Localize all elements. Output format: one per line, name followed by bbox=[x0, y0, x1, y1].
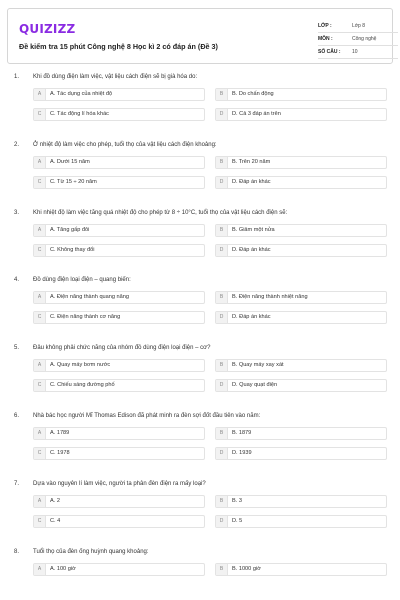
option-letter-badge: A bbox=[34, 157, 46, 168]
option-text: D. Cả 3 đáp án trên bbox=[232, 111, 281, 117]
question-text: Đâu không phải chức năng của nhóm đồ dùng điện loại điện – cơ? bbox=[33, 345, 211, 352]
question-text: Khi nhiệt độ làm việc tăng quá nhiệt độ cho phép từ 8 ÷ 10°C, tuổi thọ của vật liệu cách điện sẽ: bbox=[33, 209, 288, 216]
question-number: 6. bbox=[14, 413, 20, 419]
answer-option-c[interactable] bbox=[33, 447, 205, 460]
answer-option-b[interactable] bbox=[215, 495, 387, 508]
answer-option-b[interactable] bbox=[215, 156, 387, 169]
option-text: A. Tăng gấp đôi bbox=[50, 226, 90, 233]
answer-option-a[interactable] bbox=[33, 563, 205, 576]
answer-option-a[interactable] bbox=[33, 427, 205, 440]
question-text: Dựa vào nguyên lí làm việc, người ta phân đèn điện ra mấy loại? bbox=[33, 480, 206, 487]
option-letter-badge: B bbox=[216, 292, 228, 303]
question-text: Khi đồ dùng điện làm việc, vật liệu cách điện sẽ bị già hóa do: bbox=[33, 74, 198, 80]
option-letter-badge: C bbox=[34, 448, 46, 459]
option-letter-badge: A bbox=[34, 292, 46, 303]
option-letter-badge: D bbox=[216, 177, 228, 188]
option-text: B. Do chấn động bbox=[232, 91, 274, 97]
meta-value: Lớp 8 bbox=[352, 23, 366, 29]
question-number: 8. bbox=[14, 548, 20, 555]
option-text: B. Quay máy xay xát bbox=[232, 362, 284, 369]
answer-option-d[interactable] bbox=[215, 108, 387, 121]
answer-option-a[interactable] bbox=[33, 291, 205, 304]
answer-option-a[interactable] bbox=[33, 156, 205, 169]
answer-option-b[interactable] bbox=[215, 427, 387, 440]
answer-option-c[interactable] bbox=[33, 379, 205, 392]
option-text: B. 3 bbox=[232, 497, 242, 504]
question-text: Nhà bác học người Mĩ Thomas Edison đã phát minh ra đèn sợi đốt đầu tiên vào năm: bbox=[33, 413, 261, 419]
option-text: A. Tác dụng của nhiệt độ bbox=[50, 91, 113, 97]
option-letter-badge: A bbox=[34, 428, 46, 439]
answer-option-d[interactable] bbox=[215, 515, 387, 528]
option-text: B. 1000 giờ bbox=[232, 565, 261, 572]
option-text: C. Điện năng thành cơ năng bbox=[50, 314, 121, 321]
option-letter-badge: C bbox=[34, 380, 46, 391]
option-letter-badge: D bbox=[216, 312, 228, 323]
option-text: A. Dưới 15 năm bbox=[50, 158, 90, 165]
option-letter-badge: A bbox=[34, 360, 46, 371]
answer-option-c[interactable] bbox=[33, 108, 205, 121]
answer-option-c[interactable] bbox=[33, 311, 205, 324]
option-letter-badge: C bbox=[34, 516, 46, 527]
answer-option-d[interactable] bbox=[215, 447, 387, 460]
option-text: B. Trên 20 năm bbox=[232, 158, 271, 165]
answer-option-a[interactable] bbox=[33, 495, 205, 508]
option-text: A. 2 bbox=[50, 497, 60, 504]
option-letter-badge: C bbox=[34, 109, 46, 120]
option-text: A. Quay máy bơm nước bbox=[50, 362, 111, 369]
question-text: Ở nhiệt độ làm việc cho phép, tuổi thọ của vật liệu cách điện khoảng: bbox=[33, 141, 217, 148]
question-number: 7. bbox=[14, 480, 20, 487]
answer-option-b[interactable] bbox=[215, 291, 387, 304]
meta-row-count bbox=[318, 46, 398, 59]
option-letter-badge: A bbox=[34, 225, 46, 236]
option-text: C. Không thay đổi bbox=[50, 246, 95, 253]
answer-option-a[interactable] bbox=[33, 359, 205, 372]
option-letter-badge: A bbox=[34, 496, 46, 507]
option-text: C. 1978 bbox=[50, 450, 70, 456]
option-text: B. Giảm một nửa bbox=[232, 226, 275, 233]
option-letter-badge: D bbox=[216, 380, 228, 391]
question-number: 2. bbox=[14, 141, 20, 148]
option-text: C. 4 bbox=[50, 517, 61, 524]
question-number: 3. bbox=[14, 209, 20, 216]
option-letter-badge: B bbox=[216, 564, 228, 575]
option-text: C. Từ 15 ÷ 20 năm bbox=[50, 178, 97, 185]
answer-option-c[interactable] bbox=[33, 176, 205, 189]
quiz-meta bbox=[318, 20, 398, 59]
answer-option-a[interactable] bbox=[33, 224, 205, 237]
option-text: D. Đáp án khác bbox=[232, 246, 271, 253]
option-letter-badge: C bbox=[34, 177, 46, 188]
option-letter-badge: C bbox=[34, 245, 46, 256]
option-text: D. 1939 bbox=[232, 450, 252, 456]
option-text: A. 1789 bbox=[50, 430, 70, 436]
answer-option-b[interactable] bbox=[215, 88, 387, 101]
answer-option-b[interactable] bbox=[215, 224, 387, 237]
option-letter-badge: D bbox=[216, 448, 228, 459]
option-text: A. Điện năng thành quang năng bbox=[50, 294, 130, 301]
question-text: Tuổi thọ của đèn ống huỳnh quang khoảng: bbox=[33, 548, 149, 555]
answer-option-d[interactable] bbox=[215, 311, 387, 324]
answer-option-d[interactable] bbox=[215, 379, 387, 392]
option-letter-badge: B bbox=[216, 157, 228, 168]
option-letter-badge: D bbox=[216, 245, 228, 256]
answer-option-c[interactable] bbox=[33, 244, 205, 257]
question-number: 4. bbox=[14, 277, 20, 284]
meta-value: Công nghệ bbox=[352, 36, 377, 42]
option-letter-badge: D bbox=[216, 109, 228, 120]
quizizz-logo: QUIZIZZ bbox=[19, 22, 76, 36]
question-number: 5. bbox=[14, 345, 20, 352]
question-number: 1. bbox=[14, 74, 20, 80]
option-text: A. 100 giờ bbox=[50, 565, 76, 572]
option-text: D. 5 bbox=[232, 517, 243, 524]
option-letter-badge: B bbox=[216, 360, 228, 371]
option-text: D. Đáp án khác bbox=[232, 314, 271, 321]
meta-row-class bbox=[318, 20, 398, 33]
meta-row-subject bbox=[318, 33, 398, 46]
meta-key: MÔN : bbox=[318, 36, 333, 42]
option-letter-badge: A bbox=[34, 564, 46, 575]
meta-key: LỚP : bbox=[318, 23, 332, 29]
answer-option-d[interactable] bbox=[215, 176, 387, 189]
page-title: Đề kiểm tra 15 phút Công nghệ 8 Học kì 2 có đáp án (Đề 3) bbox=[19, 42, 218, 51]
answer-option-c[interactable] bbox=[33, 515, 205, 528]
option-text: C. Chiếu sáng đường phố bbox=[50, 382, 115, 389]
option-text: D. Quay quạt điện bbox=[232, 382, 278, 389]
option-letter-badge: C bbox=[34, 312, 46, 323]
meta-value: 10 bbox=[352, 49, 358, 55]
answer-option-b[interactable] bbox=[215, 563, 387, 576]
answer-option-d[interactable] bbox=[215, 244, 387, 257]
answer-option-b[interactable] bbox=[215, 359, 387, 372]
option-letter-badge: A bbox=[34, 89, 46, 100]
option-text: D. Đáp án khác bbox=[232, 178, 271, 185]
option-letter-badge: D bbox=[216, 516, 228, 527]
option-letter-badge: B bbox=[216, 225, 228, 236]
quiz-header bbox=[7, 8, 393, 64]
option-text: B. Điện năng thành nhiệt năng bbox=[232, 294, 308, 301]
meta-key: SỐ CÂU : bbox=[318, 49, 341, 55]
question-text: Đồ dùng điện loại điện – quang biến: bbox=[33, 277, 131, 284]
option-text: C. Tác động lí hóa khác bbox=[50, 111, 109, 117]
answer-option-a[interactable] bbox=[33, 88, 205, 101]
option-letter-badge: B bbox=[216, 496, 228, 507]
option-text: B. 1879 bbox=[232, 430, 252, 436]
option-letter-badge: B bbox=[216, 89, 228, 100]
option-letter-badge: B bbox=[216, 428, 228, 439]
